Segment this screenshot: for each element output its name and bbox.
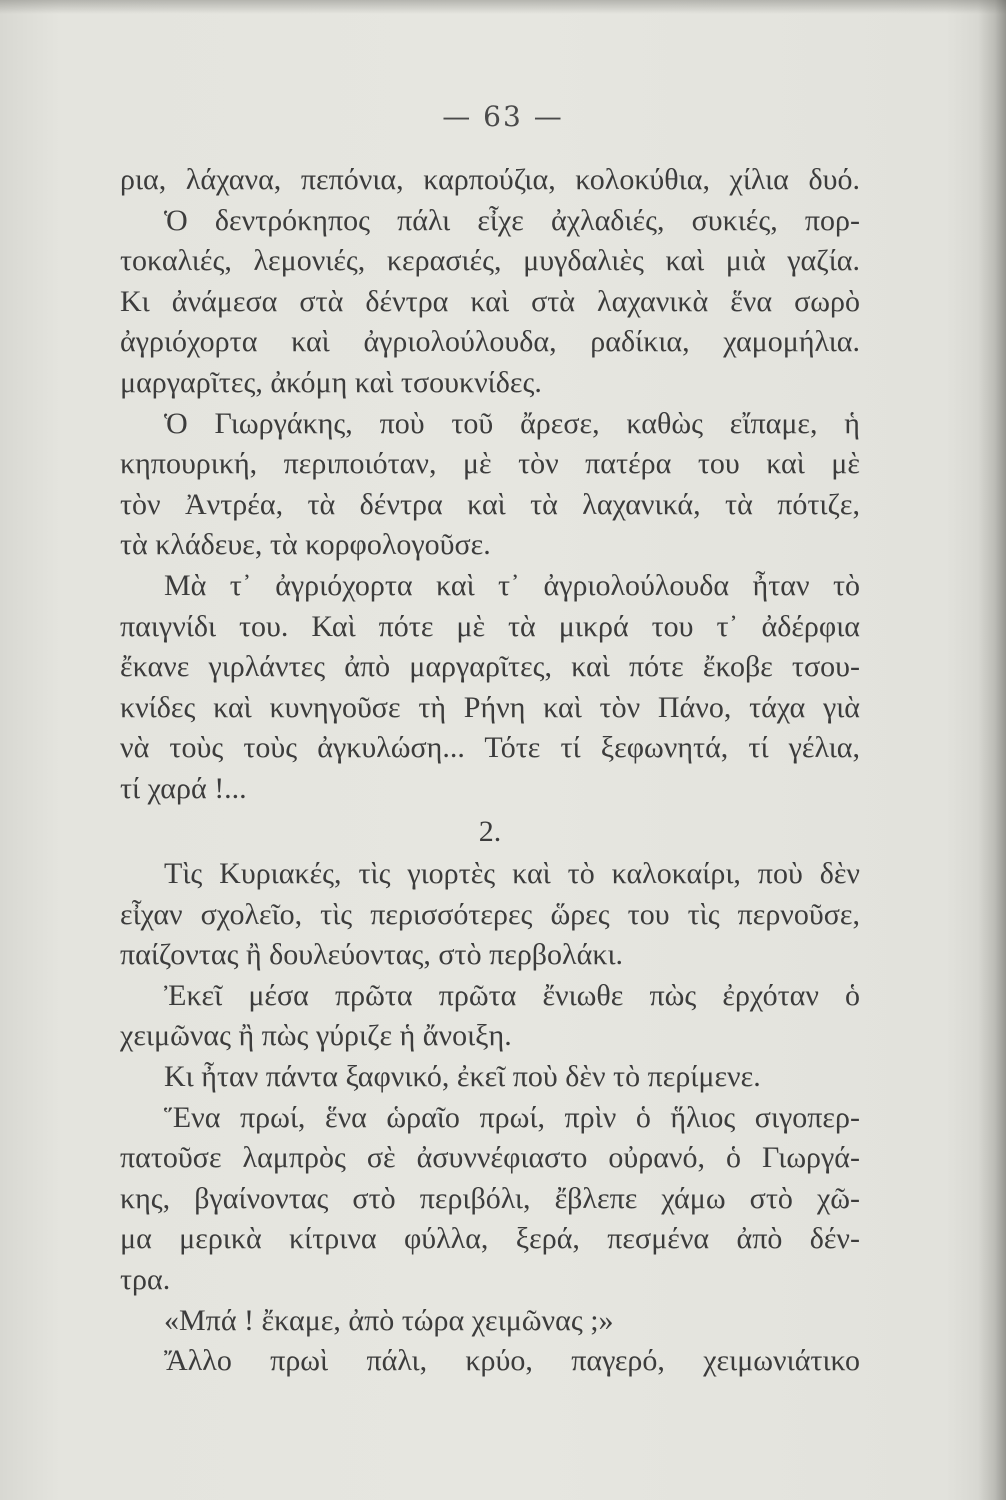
text-line: χειμῶνας ἢ πὼς γύριζε ἡ ἄνοιξη. <box>120 1019 512 1053</box>
text-line: Ὁ Γιωργάκης, ποὺ τοῦ ἄρεσε, καθὼς εἴπαμε, ἡ <box>164 406 860 440</box>
text-line: Ἕνα πρωί, ἕνα ὡραῖο πρωί, πρὶν ὁ ἥλιος σιγοπερ- <box>164 1100 860 1134</box>
text-line: μα μερικὰ κίτρινα φύλλα, ξερά, πεσμένα ἀπὸ δέν- <box>120 1222 860 1256</box>
text-line: ἀγριόχορτα καὶ ἀγριολούλουδα, ραδίκια, χαμομήλια. <box>120 325 860 359</box>
text-line: Ἄλλο πρωὶ πάλι, κρύο, παγερό, χειμωνιάτικο <box>164 1344 860 1378</box>
text-line: κηπουρική, περιποιόταν, μὲ τὸν πατέρα του καὶ μὲ <box>120 447 860 481</box>
text-line: κης, βγαίνοντας στὸ περιβόλι, ἔβλεπε χάμω στὸ χῶ- <box>120 1181 860 1215</box>
text-line: παιγνίδι του. Καὶ πότε μὲ τὰ μικρά του τ᾽ ἀδέρφια <box>120 609 860 643</box>
text-line: Ἐκεῖ μέσα πρῶτα πρῶτα ἔνιωθε πὼς ἐρχόταν ὁ <box>164 978 860 1012</box>
page-edge-shadow-top <box>0 0 1006 14</box>
paragraphs-section-2 <box>120 854 860 1382</box>
text-line: τὰ κλάδευε, τὰ κορφολογοῦσε. <box>120 528 491 562</box>
section-number: 2. <box>478 814 502 848</box>
text-line: ἔκανε γιρλάντες ἀπὸ μαργαρῖτες, καὶ πότε ἔκοβε τσου- <box>120 650 860 684</box>
text-line: νὰ τοὺς τοὺς ἀγκυλώση... Τότε τί ξεφωνητά, τί γέλια, <box>120 731 860 765</box>
text-line: «Μπά ! ἔκαμε, ἀπὸ τώρα χειμῶνας ;» <box>164 1303 614 1337</box>
text-line: Κι ἦταν πάντα ξαφνικό, ἐκεῖ ποὺ δὲν τὸ περίμενε. <box>164 1060 761 1094</box>
body-text <box>120 160 860 1382</box>
text-line: Μὰ τ᾽ ἀγριόχορτα καὶ τ᾽ ἀγριολούλουδα ἦταν τὸ <box>164 568 860 602</box>
text-line: τοκαλιές, λεμονιές, κερασιές, μυγδαλιὲς καὶ μιὰ γαζία. <box>120 244 860 278</box>
text-line: τί χαρά !... <box>120 771 247 805</box>
text-line: κνίδες καὶ κυνηγοῦσε τὴ Ρήνη καὶ τὸν Πάνο, τάχα γιὰ <box>120 690 860 724</box>
page-number: — 63 — <box>442 100 564 133</box>
paragraphs-section-1 <box>120 160 860 810</box>
text-line: πατοῦσε λαμπρὸς σὲ ἀσυννέφιαστο οὐρανό, ὁ Γιωργά- <box>120 1141 860 1175</box>
text-line: Ὁ δεντρόκηπος πάλι εἶχε ἀχλαδιές, συκιές, πορ- <box>164 203 860 237</box>
text-line: μαργαρῖτες, ἀκόμη καὶ τσουκνίδες. <box>120 365 542 399</box>
text-line: Τὶς Κυριακές, τὶς γιορτὲς καὶ τὸ καλοκαίρι, ποὺ δὲν <box>164 857 860 891</box>
text-line: εἶχαν σχολεῖο, τὶς περισσότερες ὥρες του τὶς περνοῦσε, <box>120 897 860 931</box>
text-line: ρια, λάχανα, πεπόνια, καρπούζια, κολοκύθια, χίλια δυό. <box>120 163 860 196</box>
page-edge-shadow-right <box>978 0 1006 1500</box>
text-line: Κι ἀνάμεσα στὰ δέντρα καὶ στὰ λαχανικὰ ἕνα σωρὸ <box>120 284 860 318</box>
text-line: παίζοντας ἢ δουλεύοντας, στὸ περβολάκι. <box>120 938 624 972</box>
text-line: τρα. <box>120 1263 171 1297</box>
text-line: τὸν Ἀντρέα, τὰ δέντρα καὶ τὰ λαχανικά, τὰ πότιζε, <box>120 487 860 521</box>
